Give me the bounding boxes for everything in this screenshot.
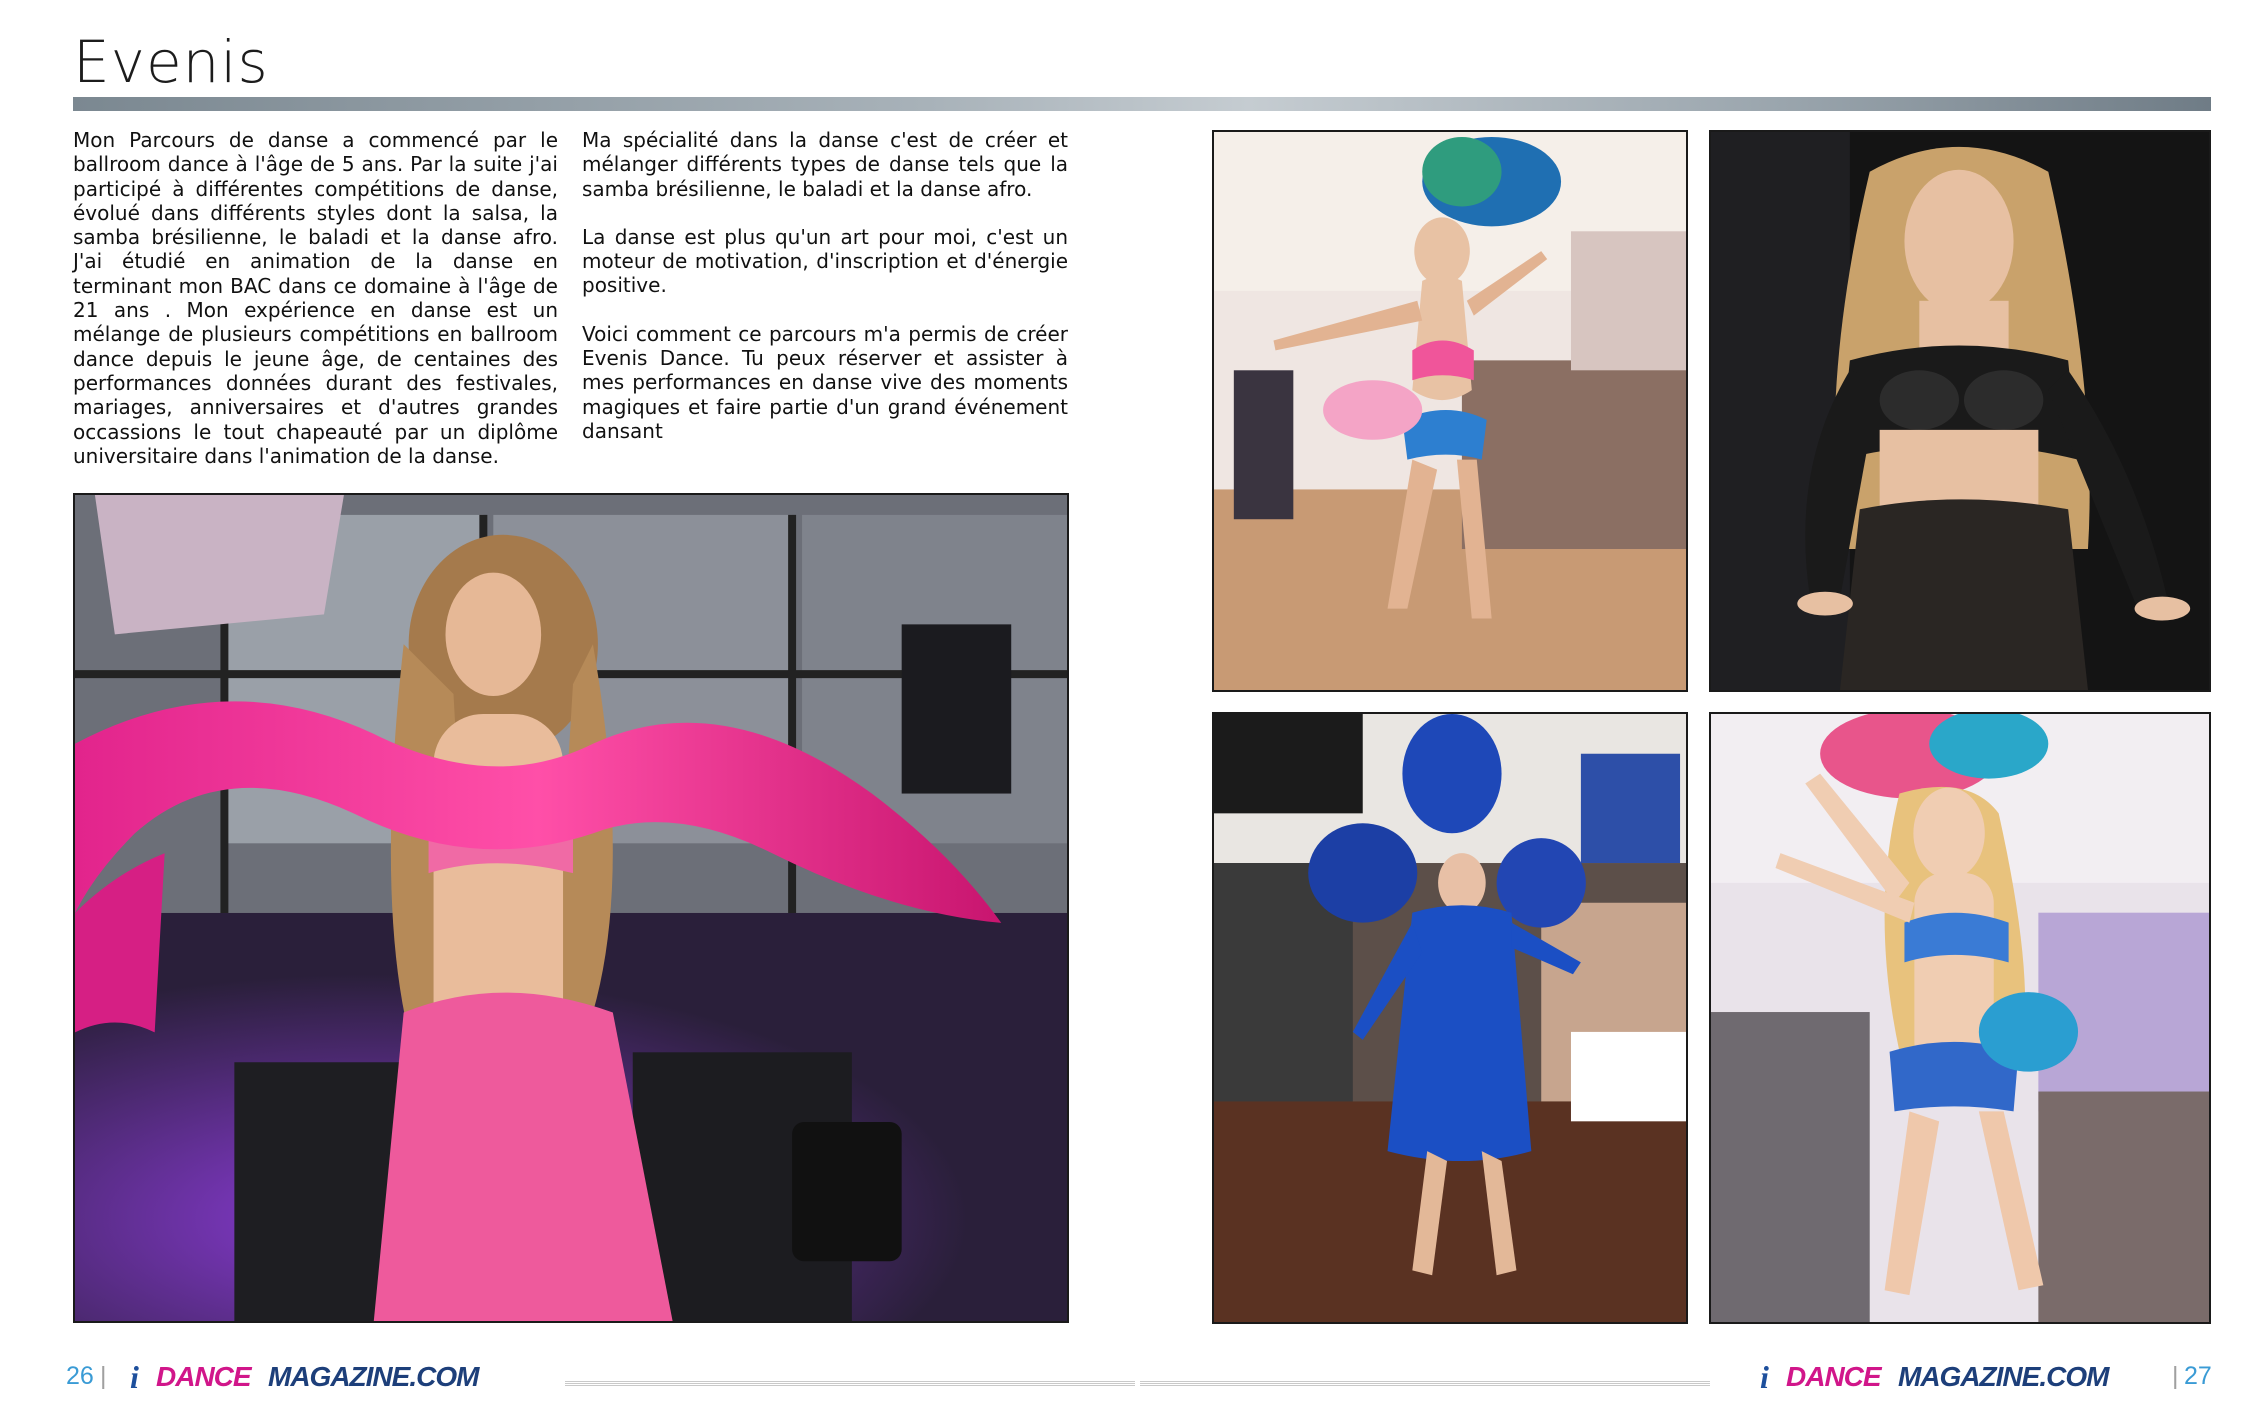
footer-rule-left — [565, 1380, 1135, 1386]
title-divider — [73, 97, 2211, 111]
photo-pink-belly-dancer — [73, 493, 1069, 1323]
logo-dance: DANCE — [156, 1361, 251, 1392]
photo-blue-dress-dancer — [1212, 712, 1688, 1324]
logo-magazine: MAGAZINE.COM — [268, 1361, 479, 1392]
photo-black-costume-dancer — [1709, 130, 2211, 692]
logo-i: i — [130, 1359, 139, 1395]
article-column-2 — [582, 128, 1068, 467]
page-separator-right: | — [2172, 1362, 2179, 1390]
paragraph: Ma spécialité dans la danse c'est de créer et mélanger différents types de danse tels que la samba brésilienne, le baladi et la danse afro. — [582, 128, 1068, 201]
photo-samba-dancer-blue — [1709, 712, 2211, 1324]
page-number-left: 26 — [66, 1362, 94, 1390]
paragraph: La danse est plus qu'un art pour moi, c'est un moteur de motivation, d'inscription et d'énergie positive. — [582, 224, 1068, 298]
page-separator-left: | — [100, 1362, 107, 1390]
article-column-1 — [73, 128, 558, 492]
paragraph: Mon Parcours de danse a commencé par le ballroom dance à l'âge de 5 ans. Par la suite j'ai participé à différentes compétitions de danse, évolué dans différents styles dont la salsa, la samba brésilienne, le baladi et la danse afro. J'ai étudié en animation de la danse en terminant mon BAC dans ce domaine à l'âge de 21 ans . Mon expérience en danse est un mélange de plusieurs compétitions en ballroom dance depuis le jeune âge, de centaines des performances données durant des festivales, mariages, anniversaires et d'autres grandes occassions le tout chapeauté par un diplôme universitaire dans l'animation de la danse. — [73, 128, 558, 468]
magazine-logo-right — [1760, 1359, 2150, 1393]
page-number-right: 27 — [2184, 1362, 2212, 1390]
footer-rule-right — [1140, 1380, 1710, 1386]
logo-magazine: MAGAZINE.COM — [1898, 1361, 2109, 1392]
logo-dance: DANCE — [1786, 1361, 1881, 1392]
page-title: Evenis — [73, 28, 269, 96]
magazine-logo-left — [130, 1359, 520, 1393]
paragraph: Voici comment ce parcours m'a permis de créer Evenis Dance. Tu peux réserver et assister à mes performances en danse vive des moments magiques et faire partie d'un grand événement dansant — [582, 321, 1068, 443]
logo-i: i — [1760, 1359, 1769, 1395]
photo-samba-dancer-restaurant — [1212, 130, 1688, 692]
